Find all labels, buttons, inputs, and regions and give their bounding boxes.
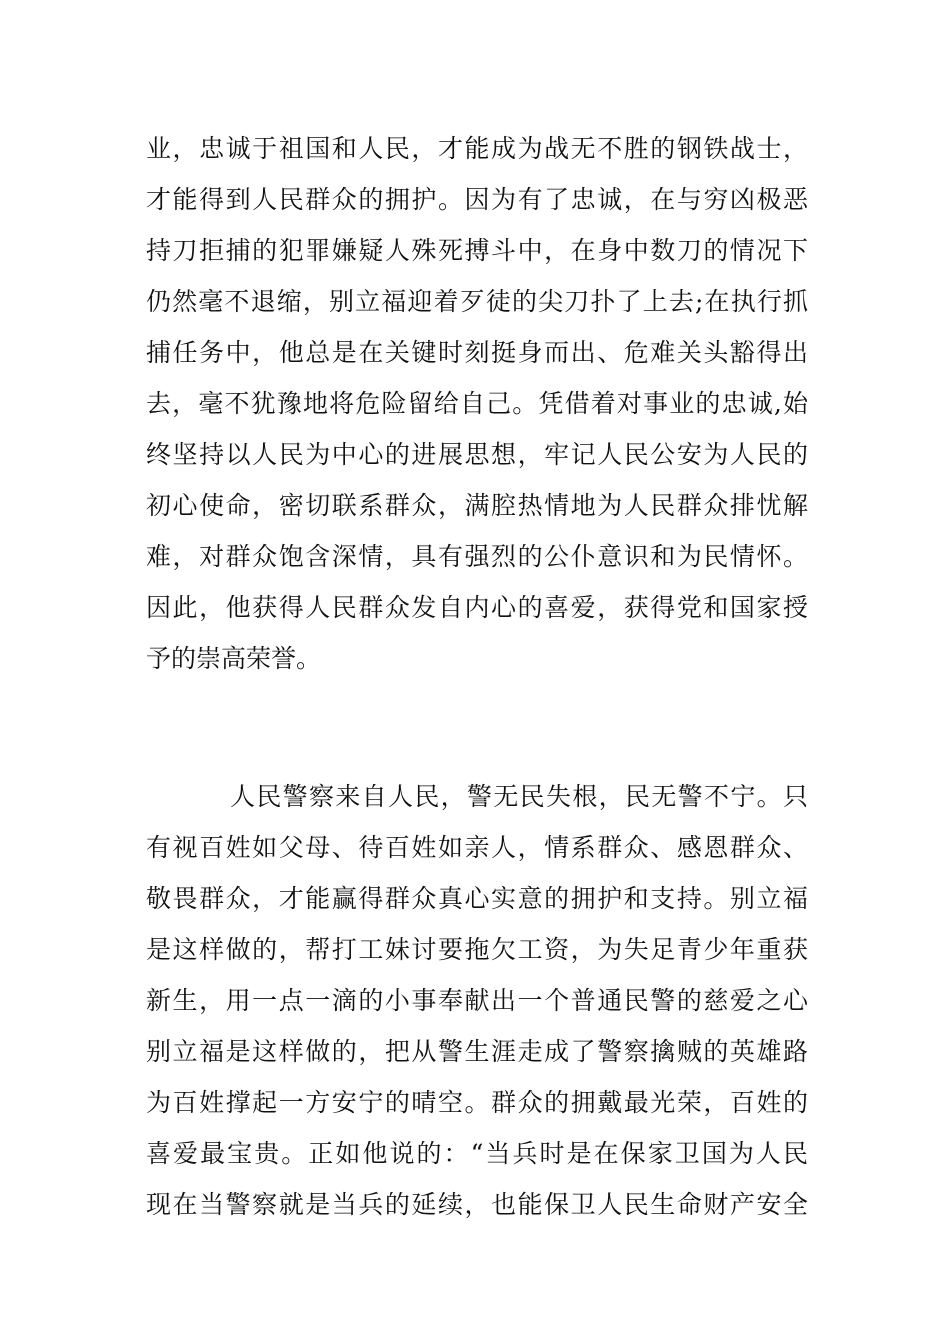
paragraph-line: 因此，他获得人民群众发自内心的喜爱，获得党和国家授 (146, 593, 808, 622)
paragraph-line: 持刀拒捕的犯罪嫌疑人殊死搏斗中，在身中数刀的情况下 (146, 236, 808, 265)
paragraph-line: 新生，用一点一滴的小事奉献出一个普通民警的慈爱之心 (146, 986, 808, 1015)
paragraph-line: 捕任务中，他总是在关键时刻挺身而出、危难关头豁得出 (146, 338, 808, 367)
paragraph-line: 才能得到人民群众的拥护。因为有了忠诚，在与穷凶极恶 (146, 185, 808, 214)
paragraph-first-line: 人民警察来自人民，警无民失根，民无警不宁。只 (230, 782, 808, 811)
paragraph-line: 终坚持以人民为中心的进展思想，牢记人民公安为人民的 (146, 440, 808, 469)
paragraph-line: 难，对群众饱含深情，具有强烈的公仆意识和为民情怀。 (146, 542, 808, 571)
paragraph-line: 喜爱最宝贵。正如他说的：“当兵时是在保家卫国为人民 (146, 1139, 808, 1168)
paragraph-line: 予的崇高荣誉。 (146, 644, 322, 673)
paragraph-2 (146, 771, 808, 1230)
paragraph-line: 有视百姓如父母、待百姓如亲人，情系群众、感恩群众、 (146, 833, 808, 862)
paragraph-line: 别立福是这样做的，把从警生涯走成了警察擒贼的英雄路 (146, 1037, 808, 1066)
paragraph-line: 为百姓撑起一方安宁的晴空。群众的拥戴最光荣，百姓的 (146, 1088, 808, 1117)
paragraph-line: 仍然毫不退缩，别立福迎着歹徒的尖刀扑了上去;在执行抓 (146, 287, 808, 316)
paragraph-line: 现在当警察就是当兵的延续，也能保卫人民生命财产安全 (146, 1190, 808, 1219)
paragraph-line: 初心使命，密切联系群众，满腔热情地为人民群众排忧解 (146, 491, 808, 520)
paragraph-line: 业，忠诚于祖国和人民，才能成为战无不胜的钢铁战士， (146, 134, 808, 163)
paragraph-line: 去，毫不犹豫地将危险留给自己。凭借着对事业的忠诚,始 (146, 389, 808, 418)
paragraph-line: 敬畏群众，才能赢得群众真心实意的拥护和支持。别立福 (146, 884, 808, 913)
paragraph-1 (146, 123, 808, 684)
paragraph-line: 是这样做的，帮打工妹讨要拖欠工资，为失足青少年重获 (146, 935, 808, 964)
